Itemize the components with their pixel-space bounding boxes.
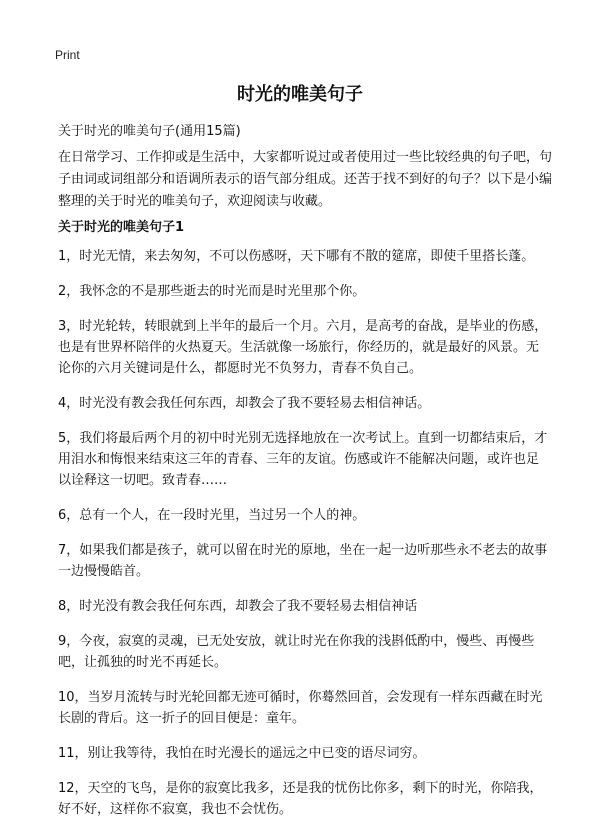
document-subtitle: 关于时光的唯美句子(通用15篇) [58,124,241,139]
intro-paragraph: 在日常学习、工作抑或是生活中，大家都听说过或者使用过一些比较经典的句子吧，句子由词或词组部分和语调所表示的语气部分组成。还苦于找不到好的句子？以下是小编整理的关于时光的唯美句子，欢迎阅读与收藏。 [58,150,553,209]
print-link[interactable]: Print [55,48,80,62]
page-title: 时光的唯美句子 [237,84,363,105]
sentence-list [58,246,550,834]
list-item: 3，时光轮转，转眼就到上半年的最后一个月。六月，是高考的奋战，是毕业的伤感，也是有世界杯陪伴的火热夏天。生活就像一场旅行，你经历的，就是最好的风景。无论你的六月关键词是什么，都愿时光不负努力，青春不负自己。 [58,319,548,376]
list-item: 9，今夜，寂寞的灵魂，已无处安放，就让时光在你我的浅斟低酌中，慢些、再慢些吧，让孤独的时光不再延长。 [58,634,535,670]
section-heading: 关于时光的唯美句子1 [58,220,185,235]
list-item: 10，当岁月流转与时光轮回都无迹可循时，你蓦然回首，会发现有一样东西藏在时光长剧的背后。这一折子的回目便是：童年。 [58,690,543,726]
list-item: 11，别让我等待，我怕在时光漫长的遥远之中已变的语尽词穷。 [58,746,426,761]
list-item: 8，时光没有教会我任何东西，却教会了我不要轻易去相信神话 [58,599,418,614]
list-item: 6，总有一个人，在一段时光里，当过另一个人的神。 [58,508,366,523]
list-item: 12，天空的飞鸟，是你的寂寞比我多，还是我的忧伤比你多，剩下的时光，你陪我，好不好，这样你不寂寞，我也不会忧伤。 [58,781,543,817]
list-item: 1，时光无情，来去匆匆，不可以伤感呀，天下哪有不散的筵席，即使千里搭长蓬。 [58,249,535,264]
list-item: 4，时光没有教会我任何东西，却教会了我不要轻易去相信神话。 [58,396,431,411]
list-item: 7，如果我们都是孩子，就可以留在时光的原地，坐在一起一边听那些永不老去的故事一边慢慢皓首。 [58,543,548,579]
list-item: 2，我怀念的不是那些逝去的时光而是时光里那个你。 [58,284,366,299]
list-item: 5，我们将最后两个月的初中时光别无选择地放在一次考试上。直到一切都结束后，才用泪水和悔恨来结束这三年的青春、三年的友谊。伤感或许不能解决问题，或许也足以诠释这一切吧。致青春…… [58,431,548,488]
